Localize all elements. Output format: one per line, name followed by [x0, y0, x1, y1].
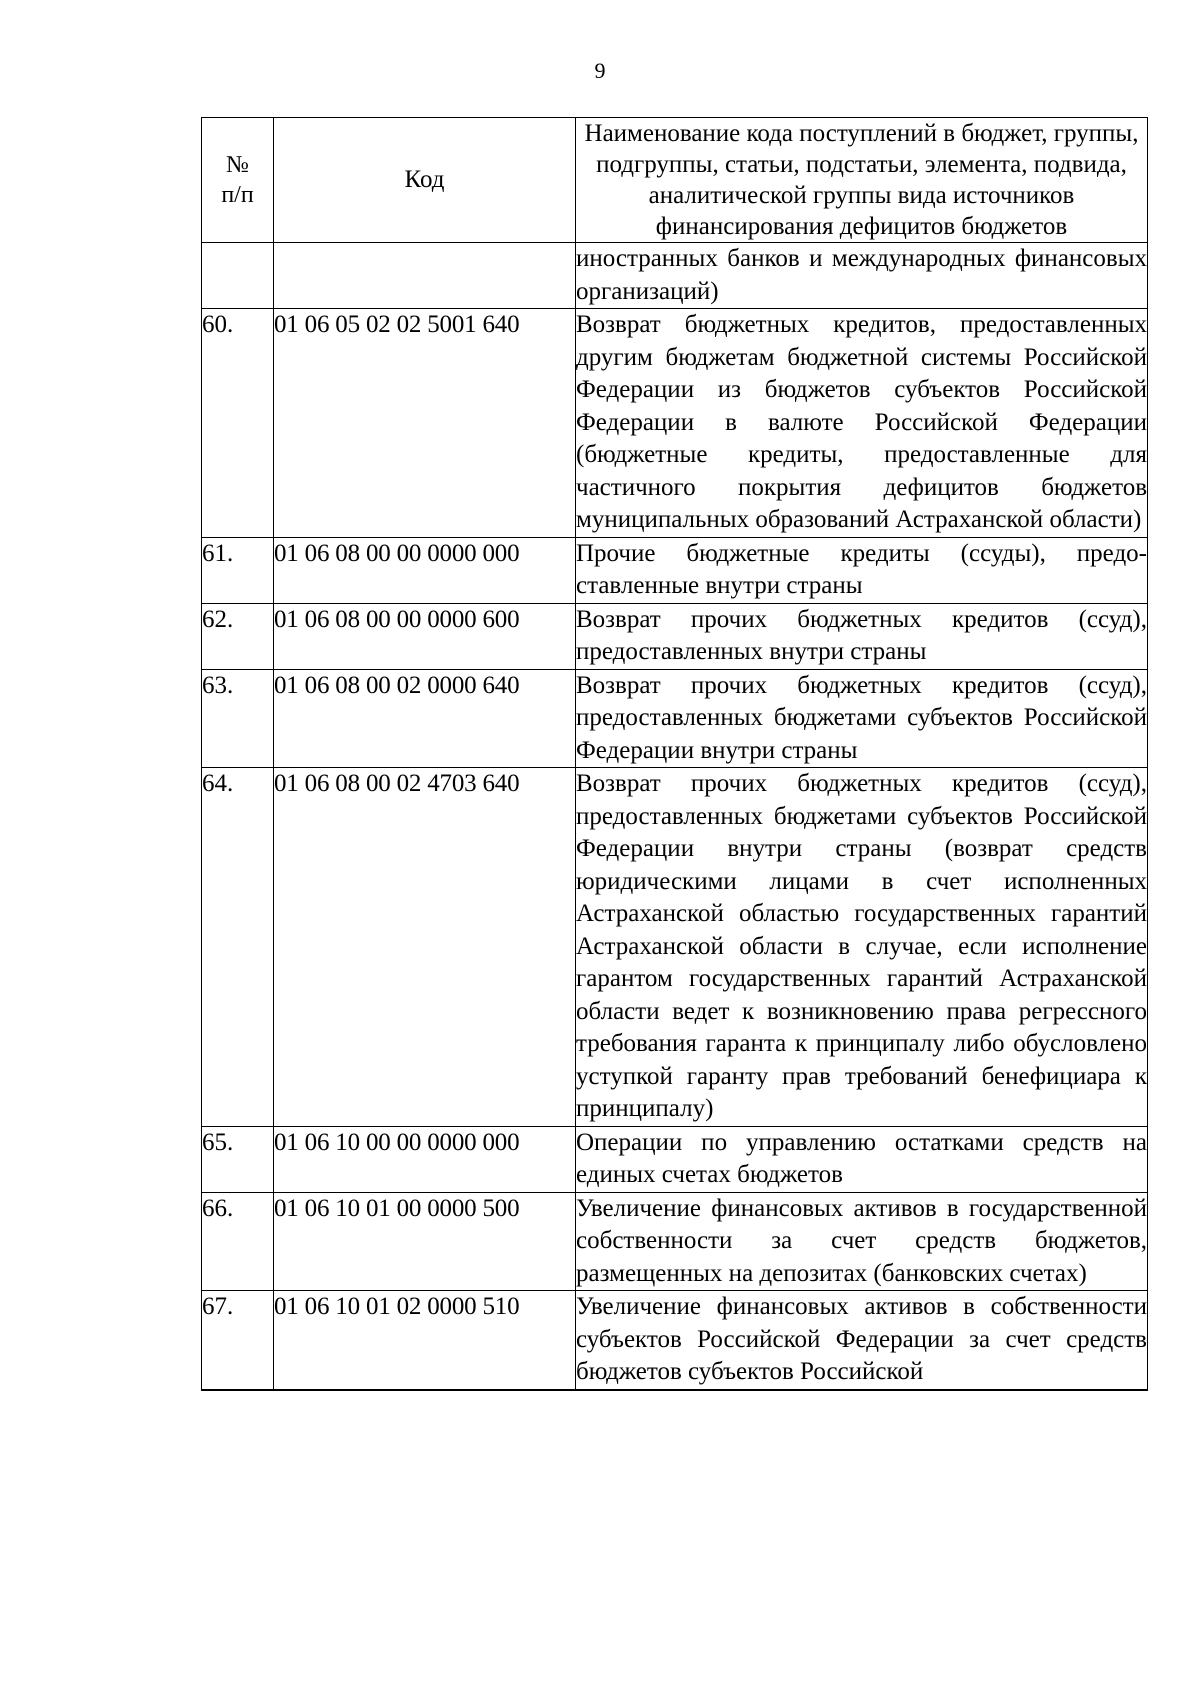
header-num-label: п/п [221, 182, 254, 208]
row-num: 61. [202, 537, 274, 603]
row-code: 01 06 10 01 00 0000 500 [274, 1192, 576, 1291]
row-num [202, 1389, 274, 1390]
table-row [202, 537, 1148, 603]
header-name: Наименование кода поступлений в бюджет, группы, подгруппы, статьи, подстатьи, элемента, подвида, аналитической группы вида источников финансирования дефицитов бюджетов [576, 118, 1148, 243]
row-code: 01 06 08 00 00 0000 000 [274, 537, 576, 603]
header-num [202, 118, 274, 243]
row-num: 64. [202, 768, 274, 1127]
header-code: Код [274, 118, 576, 243]
table-row [202, 309, 1148, 538]
row-code: 01 06 10 00 00 0000 000 [274, 1126, 576, 1192]
budget-codes-table [201, 117, 1148, 1391]
table-row [202, 243, 1148, 309]
row-code: 01 06 05 02 02 5001 640 [274, 309, 576, 538]
row-code: 01 06 08 00 00 0000 600 [274, 603, 576, 669]
header-row [202, 118, 1148, 243]
row-name: Операции по управлению остатками средств на единых счетах бюджетов [576, 1126, 1148, 1192]
table-row [202, 669, 1148, 768]
row-name: иностранных банков и международных финансовых организаций) [576, 243, 1148, 309]
row-num: 65. [202, 1126, 274, 1192]
row-name: Увеличение финансовых активов в собственности субъектов Российской Федерации за счет средств бюджетов субъектов Российской [576, 1291, 1148, 1390]
row-num [202, 243, 274, 309]
row-code: 01 06 10 01 02 0000 510 [274, 1291, 576, 1390]
row-num: 66. [202, 1192, 274, 1291]
row-name: Возврат прочих бюджетных кредитов (ссуд), предоставленных бюджетами субъектов Российской Федерации внутри страны (возврат средств юридическими лицами в счет исполненных Астраханской областью государственных гарантий Астраханской области в случае, если исполнение гарантом государственных гарантий Астраханской области ведет к возникновению права регрессного требования гаранта к принципалу либо обусловлено уступкой гаранту прав требований бенефициара к принципалу) [576, 768, 1148, 1127]
table-row [202, 1192, 1148, 1291]
row-num: 63. [202, 669, 274, 768]
page-number: 9 [594, 58, 606, 83]
row-name [576, 1389, 1148, 1390]
row-code: 01 06 08 00 02 0000 640 [274, 669, 576, 768]
row-name: Прочие бюджетные кредиты (ссуды), предоставленные внутри страны [576, 537, 1148, 603]
row-code [274, 243, 576, 309]
row-name: Возврат бюджетных кредитов, предоставленных другим бюджетам бюджетной системы Российской Федерации из бюджетов субъектов Российской Федерации в валюте Российской Федерации (бюджетные кредиты, предоставленные для частичного покрытия дефицитов бюджетов муниципальных образований Астраханской области) [576, 309, 1148, 538]
table-row [202, 1389, 1148, 1390]
row-num: 60. [202, 309, 274, 538]
row-num: 62. [202, 603, 274, 669]
table-row [202, 1291, 1148, 1390]
row-num: 67. [202, 1291, 274, 1390]
row-name: Возврат прочих бюджетных кредитов (ссуд), предоставленных внутри страны [576, 603, 1148, 669]
table-row [202, 603, 1148, 669]
row-name: Возврат прочих бюджетных кредитов (ссуд), предоставленных бюджетами субъектов Российской Федерации внутри страны [576, 669, 1148, 768]
row-code: 01 06 08 00 02 4703 640 [274, 768, 576, 1127]
table-header [202, 118, 1148, 243]
row-name: Увеличение финансовых активов в государственной собственности за счет средств бюджетов, размещенных на депозитах (банковских счетах) [576, 1192, 1148, 1291]
table-row [202, 768, 1148, 1127]
header-num-symbol: № [226, 152, 249, 178]
table-body [202, 243, 1148, 1391]
row-code [274, 1389, 576, 1390]
table-row [202, 1126, 1148, 1192]
